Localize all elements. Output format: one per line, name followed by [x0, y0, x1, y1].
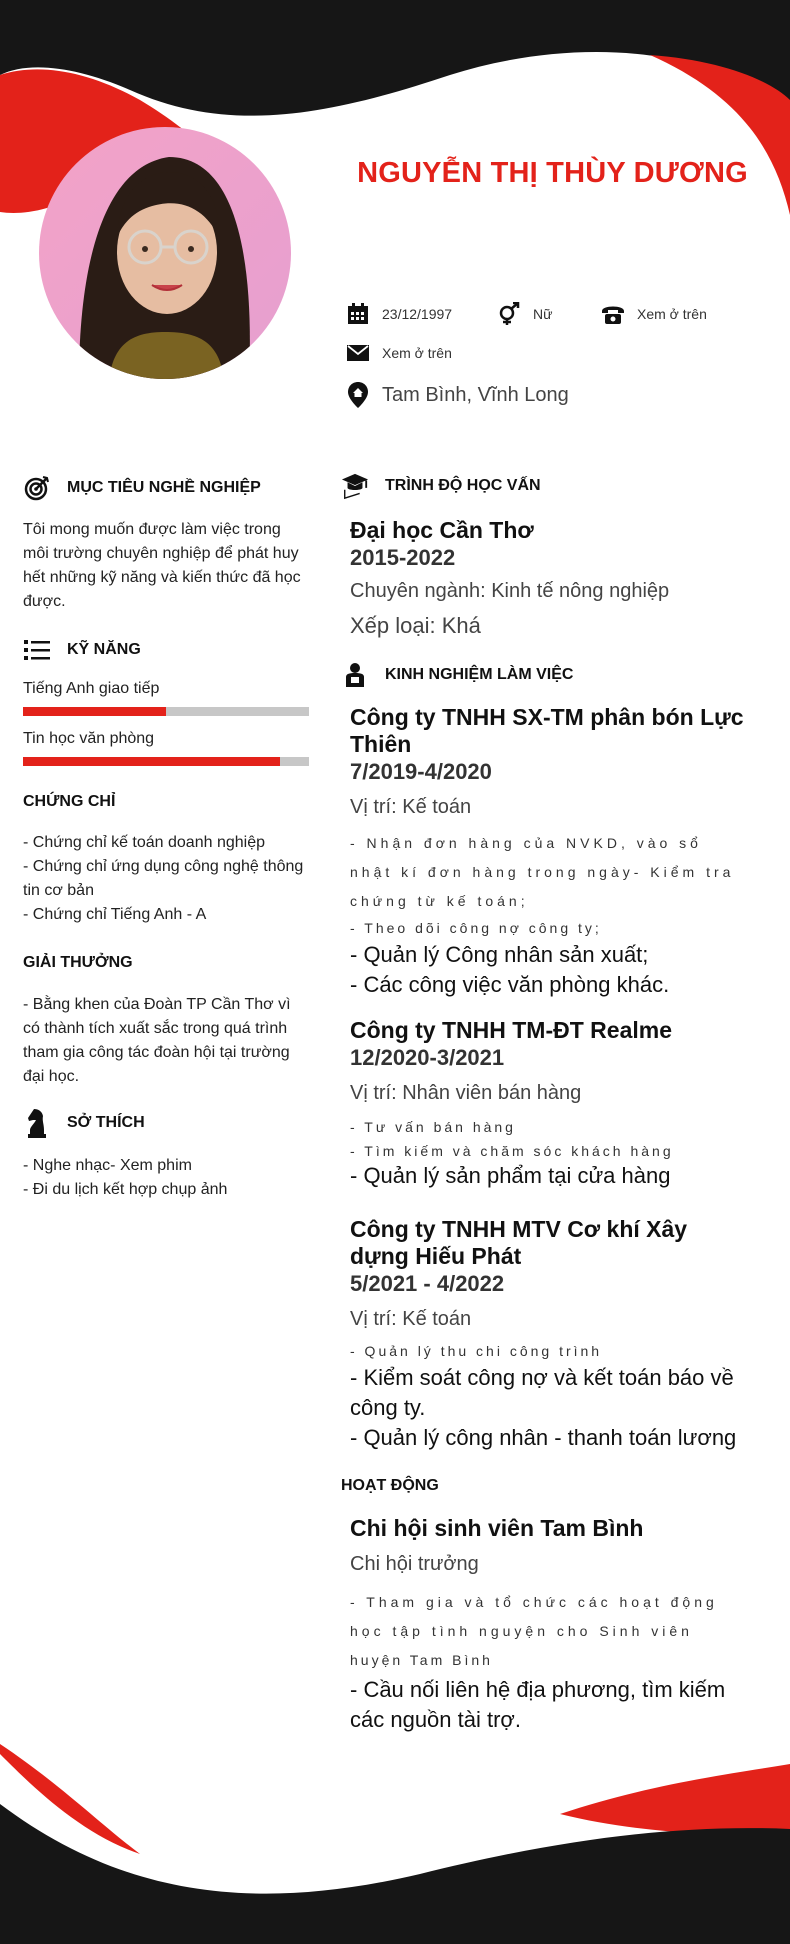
avatar [39, 127, 291, 379]
company-name: Thiên [350, 731, 412, 757]
duty-line: công ty. [350, 1395, 426, 1420]
education-period: 2015-2022 [350, 545, 456, 570]
job-period: 5/2021 - 4/2022 [350, 1271, 505, 1296]
envelope-icon [346, 341, 370, 365]
skill-label: Tiếng Anh giao tiếp [23, 680, 160, 697]
activity-line: huyện Tam Bình [350, 1652, 493, 1668]
activity-role: Chi hội trưởng [350, 1553, 479, 1575]
company-name: dựng Hiếu Phát [350, 1243, 522, 1269]
hobbies-list [23, 1154, 323, 1202]
education-grade: Xếp loại: Khá [350, 613, 481, 638]
calendar-icon [346, 302, 370, 326]
awards-text [23, 993, 323, 1089]
awards-heading: GIẢI THƯỞNG [23, 954, 133, 971]
skill-bar [23, 757, 309, 766]
email-item [346, 341, 452, 365]
job-entry [350, 1017, 770, 1191]
duty-line: chứng từ kế toán; [350, 893, 529, 909]
footer-decoration [0, 1744, 790, 1944]
skill-bar [23, 707, 309, 716]
job-period: 7/2019-4/2020 [350, 759, 492, 784]
job-entry [350, 704, 770, 1000]
text-line: Tôi mong muốn được làm việc trong [23, 521, 281, 538]
activity-org: Chi hội sinh viên Tam Bình [350, 1515, 644, 1541]
graduation-cap-icon [341, 472, 369, 500]
hobbies-heading: SỞ THÍCH [23, 1109, 145, 1137]
email-text: Xem ở trên [382, 345, 452, 361]
text-line: tham gia công tác đoàn hội tại trường [23, 1044, 290, 1061]
school-name: Đại học Cần Thơ [350, 517, 534, 543]
gender-item [497, 302, 552, 326]
duty-line: - Kiểm soát công nợ và kết toán báo về [350, 1365, 734, 1390]
candidate-name: NGUYỄN THỊ THÙY DƯƠNG [357, 157, 748, 189]
address-text: Tam Bình, Vĩnh Long [382, 384, 569, 406]
phone-item [601, 302, 707, 326]
chess-knight-icon [23, 1109, 51, 1137]
job-position: Vị trí: Kế toán [350, 1308, 472, 1330]
certificates-list [23, 831, 323, 927]
duty-line: nhật kí đơn hàng trong ngày- Kiểm tra [350, 864, 735, 880]
duty-line: - Quản lý sản phẩm tại cửa hàng [350, 1163, 671, 1188]
objective-heading: MỤC TIÊU NGHỀ NGHIỆP [23, 474, 261, 502]
list-item: - Nghe nhạc- Xem phim [23, 1157, 192, 1174]
gender-text: Nữ [533, 306, 553, 322]
skill-bar-fill [23, 757, 280, 766]
duty-line: - Các công việc văn phòng khác. [350, 972, 670, 997]
duty-line: - Quản lý Công nhân sản xuất; [350, 942, 649, 967]
education-heading: TRÌNH ĐỘ HỌC VẤN [341, 472, 541, 500]
skills-heading: KỸ NĂNG [23, 636, 141, 664]
duty-line: - Tư vấn bán hàng [350, 1119, 516, 1135]
activity-line: - Tham gia và tổ chức các hoạt động [350, 1594, 718, 1610]
certificates-heading: CHỨNG CHỈ [23, 793, 116, 810]
text-line: môi trường chuyên nghiệp để phát huy [23, 545, 299, 562]
dob-text: 23/12/1997 [382, 306, 453, 322]
phone-icon [601, 302, 625, 326]
list-item: - Chứng chỉ ứng dụng công nghệ thông [23, 858, 304, 875]
activity-line: học tập tình nguyện cho Sinh viên [350, 1623, 693, 1639]
gender-icon [497, 302, 521, 326]
duty-line: - Tìm kiếm và chăm sóc khách hàng [350, 1143, 674, 1159]
text-line: được. [23, 593, 66, 610]
list-item: - Chứng chỉ Tiếng Anh - A [23, 906, 207, 923]
list-item: - Chứng chỉ kế toán doanh nghiệp [23, 834, 265, 851]
education-block [350, 517, 770, 639]
text-line: đại học. [23, 1068, 80, 1085]
activity-line: - Cầu nối liên hệ địa phương, tìm kiếm [350, 1677, 726, 1702]
dob-item [346, 302, 452, 326]
duty-line: - Quản lý thu chi công trình [350, 1343, 603, 1359]
target-icon [23, 474, 51, 502]
job-position: Vị trí: Kế toán [350, 796, 472, 818]
duty-line: - Nhận đơn hàng của NVKD, vào sổ [350, 835, 702, 851]
text-line: có thành tích xuất sắc trong quá trình [23, 1020, 288, 1037]
experience-heading: KINH NGHIỆM LÀM VIỆC [341, 661, 573, 689]
list-item: tin cơ bản [23, 882, 94, 899]
address-item [346, 380, 569, 410]
activities-heading: HOẠT ĐỘNG [341, 1477, 439, 1494]
company-name: Công ty TNHH SX-TM phân bón Lực [350, 704, 744, 730]
company-name: Công ty TNHH TM-ĐT Realme [350, 1017, 672, 1043]
location-pin-icon [346, 383, 370, 407]
duty-line: - Theo dõi công nợ công ty; [350, 920, 602, 936]
objective-text [23, 518, 323, 614]
skill-label: Tin học văn phòng [23, 730, 155, 747]
activity-entry [350, 1515, 770, 1735]
duty-line: - Quản lý công nhân - thanh toán lương [350, 1425, 737, 1450]
job-position: Vị trí: Nhân viên bán hàng [350, 1082, 582, 1104]
skill-bar-fill [23, 707, 166, 716]
activity-line: các nguồn tài trợ. [350, 1707, 521, 1732]
list-icon [23, 636, 51, 664]
briefcase-icon [341, 661, 369, 689]
text-line: - Bằng khen của Đoàn TP Cần Thơ vì [23, 996, 291, 1013]
education-major: Chuyên ngành: Kinh tế nông nghiệp [350, 580, 670, 602]
list-item: - Đi du lịch kết hợp chụp ảnh [23, 1181, 228, 1198]
job-entry [350, 1216, 770, 1453]
job-period: 12/2020-3/2021 [350, 1045, 505, 1070]
phone-text: Xem ở trên [637, 306, 707, 322]
text-line: hết những kỹ năng và kiến thức đã học [23, 569, 301, 586]
company-name: Công ty TNHH MTV Cơ khí Xây [350, 1216, 688, 1242]
